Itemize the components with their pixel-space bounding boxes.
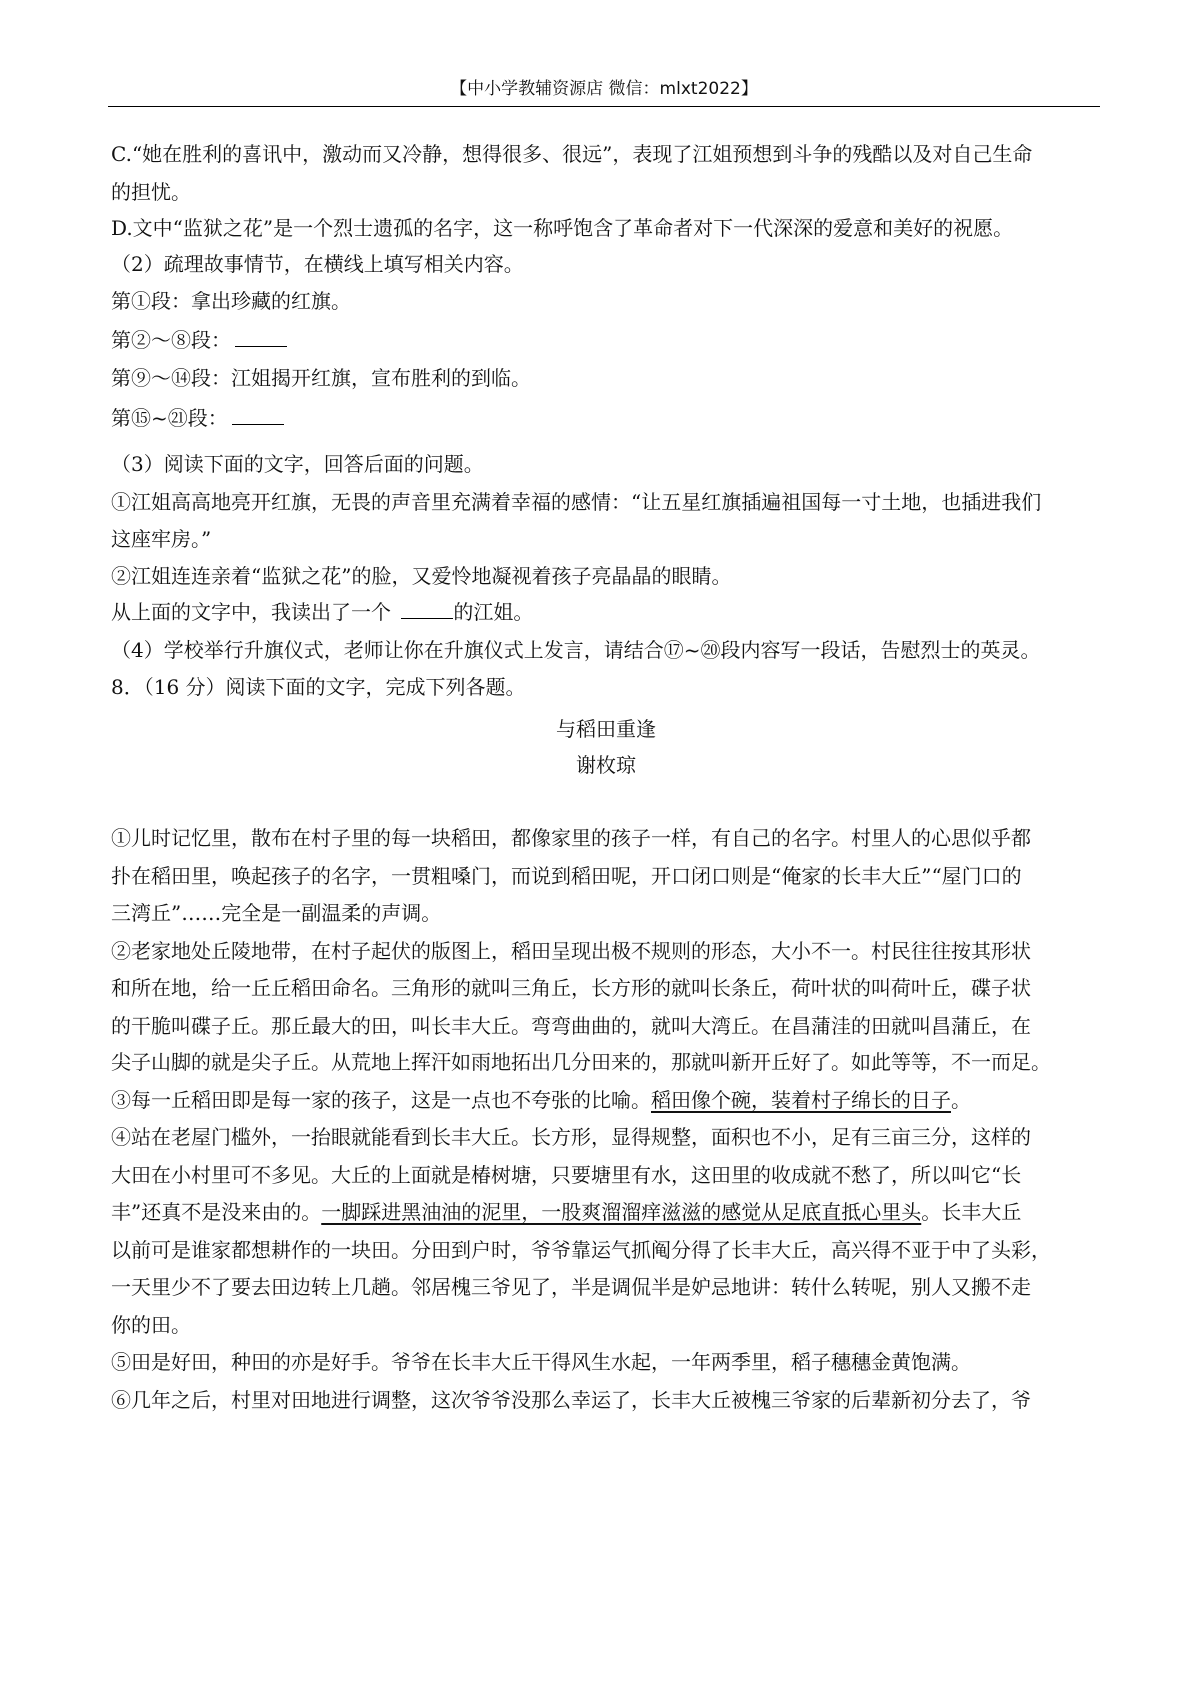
text-line: （3）阅读下面的文字，回答后面的问题。 xyxy=(111,452,484,476)
article-title: 与稻田重逢 xyxy=(556,717,656,741)
text-segment: 。 xyxy=(951,1088,971,1112)
text-line: ①儿时记忆里，散布在村子里的每一块稻田，都像家里的孩子一样，有自己的名字。村里人的心思似乎都 xyxy=(111,826,1031,850)
underlined-sentence: 稻田像个碗，装着村子绵长的日子 xyxy=(651,1088,951,1112)
text-line: 一天里少不了要去田边转上几趟。邻居槐三爷见了，半是调侃半是妒忌地讲：转什么转呢，别人又搬不走 xyxy=(111,1275,1031,1299)
text-line: ⑥几年之后，村里对田地进行调整，这次爷爷没那么幸运了，长丰大丘被槐三爷家的后辈新初分去了，爷 xyxy=(111,1388,1031,1412)
text-segment: 第②～⑧段： xyxy=(111,328,231,352)
text-line xyxy=(111,1086,971,1114)
text-line: 尖子山脚的就是尖子丘。从荒地上挥汗如雨地拓出几分田来的，那就叫新开丘好了。如此等等，不一而足。 xyxy=(111,1050,1051,1074)
text-line: （2）疏理故事情节，在横线上填写相关内容。 xyxy=(111,252,524,276)
text-segment: ③每一丘稻田即是每一家的孩子，这是一点也不夸张的比喻。 xyxy=(111,1088,651,1112)
text-line: 扑在稻田里，唤起孩子的名字，一贯粗嗓门，而说到稻田呢，开口闭口则是“俺家的长丰大丘”“屋门口的 xyxy=(111,864,1022,888)
text-segment: 。长丰大丘 xyxy=(921,1200,1022,1224)
text-line: ⑤田是好田，种田的亦是好手。爷爷在长丰大丘干得风生水起，一年两季里，稻子穗穗金黄饱满。 xyxy=(111,1350,971,1374)
text-line: 8．（16 分）阅读下面的文字，完成下列各题。 xyxy=(111,675,526,699)
text-line: 这座牢房。” xyxy=(111,527,212,551)
text-line xyxy=(111,1198,1021,1226)
text-line: 第①段：拿出珍藏的红旗。 xyxy=(111,289,351,313)
text-line: 你的田。 xyxy=(111,1313,191,1337)
text-line xyxy=(111,404,284,432)
text-line: 第⑨～⑭段：江姐揭开红旗，宣布胜利的到临。 xyxy=(111,366,531,390)
text-line: ①江姐高高地亮开红旗，无畏的声音里充满着幸福的感情：“让五星红旗插遍祖国每一寸土地，也插进我们 xyxy=(111,490,1042,514)
text-line: 和所在地，给一丘丘稻田命名。三角形的就叫三角丘，长方形的就叫长条丘，荷叶状的叫荷叶丘，碟子状 xyxy=(111,976,1031,1000)
text-line: 的干脆叫碟子丘。那丘最大的田，叫长丰大丘。弯弯曲曲的，就叫大湾丘。在昌蒲洼的田就叫昌蒲丘，在 xyxy=(111,1014,1031,1038)
text-segment: 从上面的文字中，我读出了一个 xyxy=(111,600,391,624)
text-segment: 第⑮~㉑段： xyxy=(111,406,228,430)
text-line: ②江姐连连亲着“监狱之花”的脸，又爱怜地凝视着孩子亮晶晶的眼睛。 xyxy=(111,564,732,588)
text-line: 的担忧。 xyxy=(111,180,191,204)
text-line xyxy=(111,326,287,354)
text-segment: 的江姐。 xyxy=(453,600,534,624)
page-header: 【中小学教辅资源店 微信：mlxt2022】 xyxy=(108,72,1100,107)
article-author: 谢枚琼 xyxy=(576,753,636,777)
answer-blank xyxy=(235,328,287,347)
text-line: C.“她在胜利的喜讯中，激动而又冷静，想得很多、很远”，表现了江姐预想到斗争的残酷以及对自己生命 xyxy=(111,142,1033,166)
text-line: D.文中“监狱之花”是一个烈士遗孤的名字，这一称呼饱含了革命者对下一代深深的爱意和美好的祝愿。 xyxy=(111,216,1014,240)
answer-blank xyxy=(401,600,453,619)
text-line xyxy=(111,598,533,626)
text-line: 以前可是谁家都想耕作的一块田。分田到户时，爷爷靠运气抓阄分得了长丰大丘，高兴得不亚于中了头彩， xyxy=(111,1238,1051,1262)
underlined-sentence: 一脚踩进黑油油的泥里，一股爽溜溜痒滋滋的感觉从足底直抵心里头 xyxy=(321,1200,922,1224)
text-line: ②老家地处丘陵地带，在村子起伏的版图上，稻田呈现出极不规则的形态，大小不一。村民往往按其形状 xyxy=(111,939,1031,963)
text-line: （4）学校举行升旗仪式，老师让你在升旗仪式上发言，请结合⑰~⑳段内容写一段话，告慰烈士的英灵。 xyxy=(111,638,1041,662)
text-segment: 丰”还真不是没来由的。 xyxy=(111,1200,322,1224)
text-line: ④站在老屋门槛外，一抬眼就能看到长丰大丘。长方形，显得规整，面积也不小，足有三亩三分，这样的 xyxy=(111,1125,1031,1149)
text-line: 大田在小村里可不多见。大丘的上面就是椿树塘，只要塘里有水，这田里的收成就不愁了，所以叫它“长 xyxy=(111,1163,1022,1187)
answer-blank xyxy=(232,406,284,425)
text-line: 三湾丘”……完全是一副温柔的声调。 xyxy=(111,901,442,925)
